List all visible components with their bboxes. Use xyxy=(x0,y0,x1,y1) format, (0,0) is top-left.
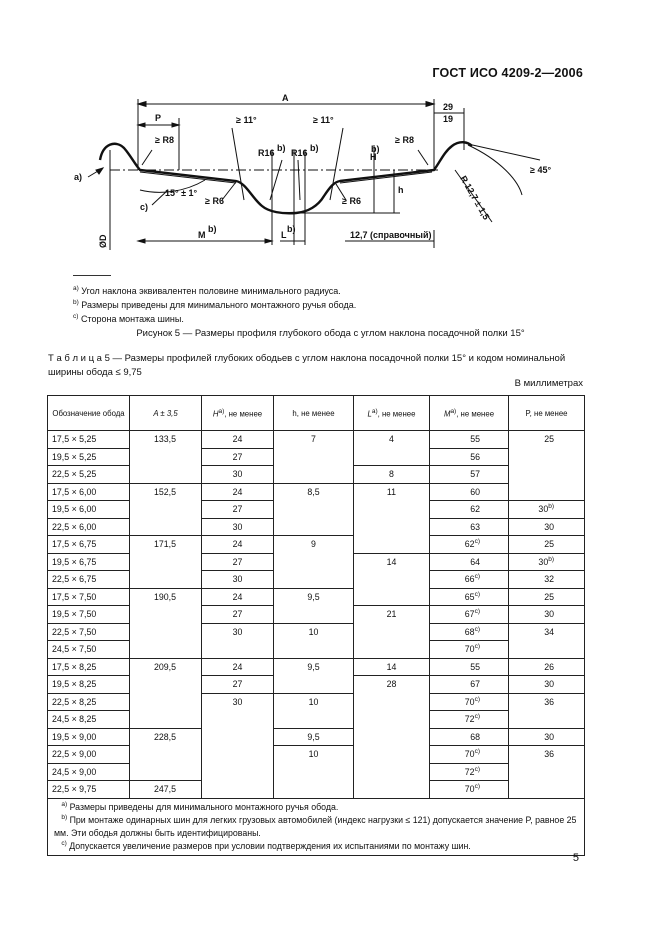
cell-h xyxy=(274,448,354,466)
figure-footnotes xyxy=(73,284,356,326)
table-row xyxy=(48,536,585,554)
label-P: P xyxy=(155,113,162,123)
table-row xyxy=(48,676,585,694)
cell-l xyxy=(354,641,430,659)
rim-profile-drawing xyxy=(0,0,661,275)
cell-h xyxy=(202,711,274,729)
table-footnote: $^{b)}$ При монтаже одинарных шин для легких грузовых автомобилей (индекс нагрузки ≤ 121) допускается значение P, равное 25 мм. Эти ободья должны быть идентифицированы. xyxy=(54,813,577,838)
cell-m: 68 xyxy=(430,728,509,746)
cell-l xyxy=(354,746,430,764)
cell-l xyxy=(354,571,430,589)
cell-m: 55 xyxy=(430,431,509,449)
cell-m: 66$^{c)}$ xyxy=(430,571,509,589)
cell-p xyxy=(509,763,585,781)
label-angle11-left: ≥ 11° xyxy=(236,115,257,125)
label-L-sup: b) xyxy=(287,224,296,234)
cell-h: 24 xyxy=(202,536,274,554)
document-header: ГОСТ ИСО 4209-2—2006 xyxy=(432,66,583,80)
cell-l xyxy=(354,623,430,641)
cell-m: 72$^{c)}$ xyxy=(430,711,509,729)
table-row xyxy=(48,431,585,449)
cell-rim: 24,5 × 9,00 xyxy=(48,763,130,781)
label-A: A xyxy=(282,93,289,103)
cell-rim: 22,5 × 9,75 xyxy=(48,781,130,799)
cell-a: 209,5 xyxy=(130,658,202,676)
cell-m: 70$^{c)}$ xyxy=(430,693,509,711)
cell-m: 62$^{c)}$ xyxy=(430,536,509,554)
label-R16-right-sup: b) xyxy=(310,143,319,153)
cell-l xyxy=(354,693,430,711)
cell-a xyxy=(130,693,202,711)
cell-a xyxy=(130,518,202,536)
cell-h: 10 xyxy=(274,693,354,711)
header-rim: Обозначение обода xyxy=(48,396,130,431)
table-row xyxy=(48,728,585,746)
table-row xyxy=(48,763,585,781)
label-note-a: a) xyxy=(74,172,83,182)
figure-footnote: $^{b)}$ Размеры приведены для минимального монтажного ручья обода. xyxy=(73,299,357,310)
header-M: $M^{a)}$, не менее xyxy=(430,396,509,431)
cell-l xyxy=(354,728,430,746)
table-row xyxy=(48,658,585,676)
cell-p: 36 xyxy=(509,693,585,711)
cell-h: 10 xyxy=(274,623,354,641)
cell-l xyxy=(354,518,430,536)
cell-rim: 22,5 × 5,25 xyxy=(48,466,130,484)
cell-l: 14 xyxy=(354,553,430,571)
cell-l: 14 xyxy=(354,658,430,676)
cell-h xyxy=(274,518,354,536)
cell-h: 9,5 xyxy=(274,728,354,746)
cell-h xyxy=(202,781,274,799)
cell-p: 36 xyxy=(509,746,585,764)
label-R6-right: ≥ R6 xyxy=(342,196,361,206)
cell-a: 228,5 xyxy=(130,728,202,746)
cell-rim: 19,5 × 7,50 xyxy=(48,606,130,624)
cell-m: 60 xyxy=(430,483,509,501)
label-D: ØD xyxy=(98,234,108,248)
cell-a xyxy=(130,571,202,589)
table-row xyxy=(48,571,585,589)
cell-h: 30 xyxy=(202,693,274,711)
cell-p: 30$^{b)}$ xyxy=(509,553,585,571)
cell-h xyxy=(202,763,274,781)
cell-h: 9,5 xyxy=(274,588,354,606)
cell-p: 30$^{b)}$ xyxy=(509,501,585,519)
header-L: $L^{a)}$, не менее xyxy=(354,396,430,431)
label-R8-left: ≥ R8 xyxy=(155,135,174,145)
cell-h: 27 xyxy=(202,501,274,519)
cell-a: 190,5 xyxy=(130,588,202,606)
cell-rim: 17,5 × 8,25 xyxy=(48,658,130,676)
table-title: Т а б л и ц а 5 — Размеры профилей глубоких ободьев с углом наклона посадочной полки 15° и кодом номинальной ширины обода ≤ 9,75 xyxy=(48,353,566,378)
cell-p xyxy=(509,641,585,659)
cell-l: 8 xyxy=(354,466,430,484)
cell-rim: 17,5 × 7,50 xyxy=(48,588,130,606)
header-H: $H^{a)}$, не менее xyxy=(202,396,274,431)
cell-l: 11 xyxy=(354,483,430,501)
label-R8-right: ≥ R8 xyxy=(395,135,414,145)
cell-rim: 19,5 × 6,00 xyxy=(48,501,130,519)
cell-h: 27 xyxy=(202,448,274,466)
cell-rim: 22,5 × 9,00 xyxy=(48,746,130,764)
label-R16-right: R16 xyxy=(291,148,308,158)
cell-h xyxy=(202,728,274,746)
table-row xyxy=(48,623,585,641)
footnote-rule xyxy=(73,275,111,276)
cell-l xyxy=(354,781,430,799)
cell-h xyxy=(274,571,354,589)
cell-h xyxy=(274,676,354,694)
cell-rim: 19,5 × 6,75 xyxy=(48,553,130,571)
cell-a xyxy=(130,553,202,571)
table-row xyxy=(48,553,585,571)
table-row xyxy=(48,501,585,519)
cell-p: 30 xyxy=(509,676,585,694)
cell-a xyxy=(130,641,202,659)
cell-p: 30 xyxy=(509,606,585,624)
table-row xyxy=(48,448,585,466)
cell-a xyxy=(130,448,202,466)
units-note: В миллиметрах xyxy=(514,378,583,389)
cell-rim: 17,5 × 6,00 xyxy=(48,483,130,501)
cell-l: 21 xyxy=(354,606,430,624)
cell-rim: 22,5 × 6,75 xyxy=(48,571,130,589)
cell-m: 56 xyxy=(430,448,509,466)
cell-l: 28 xyxy=(354,676,430,694)
cell-a xyxy=(130,606,202,624)
cell-p xyxy=(509,711,585,729)
table-row xyxy=(48,466,585,484)
label-12-7-ref: 12,7 (справочный) xyxy=(350,230,432,240)
cell-h xyxy=(202,641,274,659)
label-R16-left-sup: b) xyxy=(277,143,286,153)
cell-p: 32 xyxy=(509,571,585,589)
cell-a xyxy=(130,711,202,729)
label-angle45: ≥ 45° xyxy=(530,165,552,175)
cell-a: 152,5 xyxy=(130,483,202,501)
cell-l xyxy=(354,711,430,729)
cell-l xyxy=(354,501,430,519)
cell-p: 25 xyxy=(509,536,585,554)
table-row xyxy=(48,693,585,711)
cell-rim: 22,5 × 8,25 xyxy=(48,693,130,711)
cell-m: 64 xyxy=(430,553,509,571)
header-h: h, не менее xyxy=(274,396,354,431)
cell-h: 24 xyxy=(202,483,274,501)
cell-h: 24 xyxy=(202,588,274,606)
cell-m: 72$^{c)}$ xyxy=(430,763,509,781)
cell-a xyxy=(130,501,202,519)
label-R6-left: ≥ R6 xyxy=(205,196,224,206)
cell-l xyxy=(354,536,430,554)
cell-h: 10 xyxy=(274,746,354,764)
cell-h xyxy=(274,553,354,571)
table-footnotes xyxy=(48,798,585,855)
cell-h xyxy=(274,711,354,729)
table-row xyxy=(48,711,585,729)
cell-h xyxy=(274,606,354,624)
cell-h: 30 xyxy=(202,571,274,589)
cell-m: 67$^{c)}$ xyxy=(430,606,509,624)
table-row xyxy=(48,518,585,536)
cell-rim: 19,5 × 9,00 xyxy=(48,728,130,746)
page-number: 5 xyxy=(572,852,579,864)
cell-h xyxy=(274,501,354,519)
cell-m: 70$^{c)}$ xyxy=(430,641,509,659)
cell-l xyxy=(354,588,430,606)
cell-l xyxy=(354,448,430,466)
cell-a xyxy=(130,623,202,641)
figure-footnote: $^{c)}$ Сторона монтажа шины. xyxy=(73,313,184,324)
cell-p: 30 xyxy=(509,728,585,746)
label-R12-7: R 12,7 ± 1,5 xyxy=(458,174,492,222)
cell-p xyxy=(509,781,585,799)
header-P: P, не менее xyxy=(509,396,585,431)
cell-h: 30 xyxy=(202,518,274,536)
figure-footnote: $^{a)}$ Угол наклона эквивалентен половине минимального радиуса. xyxy=(73,285,341,296)
label-29: 29 xyxy=(443,102,454,112)
cell-a xyxy=(130,746,202,764)
cell-p: 30 xyxy=(509,518,585,536)
cell-a xyxy=(130,763,202,781)
table-row xyxy=(48,606,585,624)
cell-h xyxy=(274,466,354,484)
table-row xyxy=(48,641,585,659)
label-R16-left: R16 xyxy=(258,148,275,158)
cell-m: 55 xyxy=(430,658,509,676)
cell-m: 67 xyxy=(430,676,509,694)
cell-h: 27 xyxy=(202,606,274,624)
cell-a: 247,5 xyxy=(130,781,202,799)
cell-h: 8,5 xyxy=(274,483,354,501)
table-row xyxy=(48,588,585,606)
cell-h: 7 xyxy=(274,431,354,449)
label-H-sup: b) xyxy=(371,144,380,154)
cell-m: 68$^{c)}$ xyxy=(430,623,509,641)
cell-h xyxy=(202,746,274,764)
cell-h xyxy=(274,641,354,659)
cell-h xyxy=(274,781,354,799)
cell-h: 24 xyxy=(202,431,274,449)
cell-a xyxy=(130,676,202,694)
label-angle11-right: ≥ 11° xyxy=(313,115,334,125)
cell-p: 26 xyxy=(509,658,585,676)
cell-rim: 24,5 × 8,25 xyxy=(48,711,130,729)
cell-rim: 17,5 × 5,25 xyxy=(48,431,130,449)
cell-m: 62 xyxy=(430,501,509,519)
cell-h: 9,5 xyxy=(274,658,354,676)
label-M-sup: b) xyxy=(208,224,217,234)
label-h: h xyxy=(398,185,404,195)
table-row xyxy=(48,781,585,799)
table-header-row xyxy=(48,396,585,431)
table-row xyxy=(48,746,585,764)
header-A: A ± 3,5 xyxy=(130,396,202,431)
label-M: M xyxy=(198,230,206,240)
cell-a: 171,5 xyxy=(130,536,202,554)
cell-p xyxy=(509,448,585,466)
label-angle15: 15° ± 1° xyxy=(165,188,198,198)
figure-caption: Рисунок 5 — Размеры профиля глубокого обода с углом наклона посадочной полки 15° xyxy=(136,328,525,339)
cell-h: 30 xyxy=(202,466,274,484)
label-L: L xyxy=(281,230,287,240)
cell-l xyxy=(354,763,430,781)
rim-dimensions-table xyxy=(47,395,585,856)
cell-rim: 22,5 × 7,50 xyxy=(48,623,130,641)
cell-p: 25 xyxy=(509,588,585,606)
label-19: 19 xyxy=(443,114,454,124)
label-note-c: c) xyxy=(140,202,149,212)
cell-m: 70$^{c)}$ xyxy=(430,781,509,799)
cell-p: 25 xyxy=(509,431,585,449)
cell-h: 27 xyxy=(202,676,274,694)
table-footnote: $^{c)}$ Допускается увеличение размеров при условии подтверждения их испытаниями по монтажу шин. xyxy=(61,839,471,851)
cell-rim: 22,5 × 6,00 xyxy=(48,518,130,536)
cell-h: 30 xyxy=(202,623,274,641)
cell-h: 9 xyxy=(274,536,354,554)
cell-a: 133,5 xyxy=(130,431,202,449)
table-footnote: $^{a)}$ Размеры приведены для минимального монтажного ручья обода. xyxy=(61,800,339,812)
cell-rim: 19,5 × 8,25 xyxy=(48,676,130,694)
cell-a xyxy=(130,466,202,484)
cell-rim: 19,5 × 5,25 xyxy=(48,448,130,466)
cell-rim: 17,5 × 6,75 xyxy=(48,536,130,554)
table-row xyxy=(48,483,585,501)
cell-h: 24 xyxy=(202,658,274,676)
cell-h: 27 xyxy=(202,553,274,571)
cell-m: 57 xyxy=(430,466,509,484)
cell-h xyxy=(274,763,354,781)
cell-rim: 24,5 × 7,50 xyxy=(48,641,130,659)
cell-p xyxy=(509,466,585,484)
cell-p xyxy=(509,483,585,501)
cell-m: 63 xyxy=(430,518,509,536)
label-H: H xyxy=(370,152,377,162)
cell-m: 65$^{c)}$ xyxy=(430,588,509,606)
cell-l: 4 xyxy=(354,431,430,449)
cell-p: 34 xyxy=(509,623,585,641)
cell-m: 70$^{c)}$ xyxy=(430,746,509,764)
